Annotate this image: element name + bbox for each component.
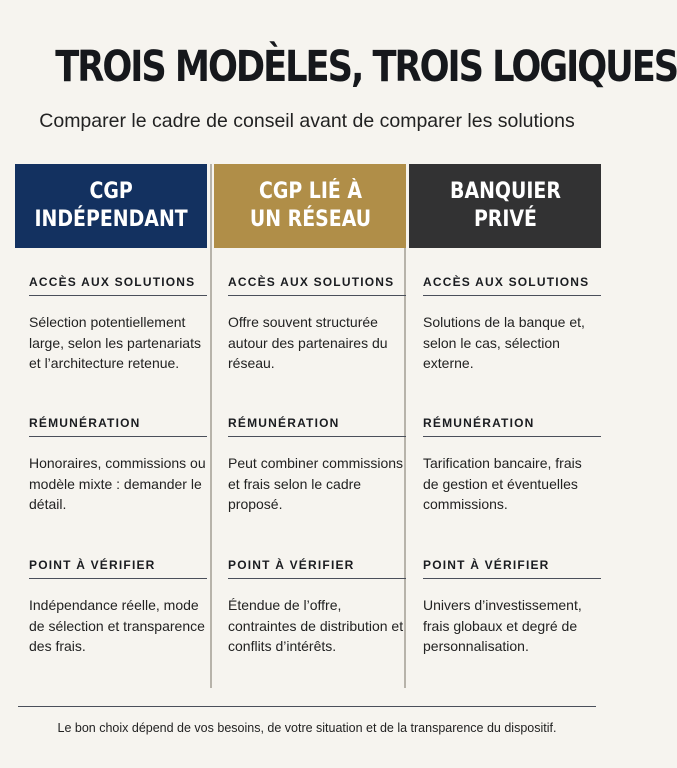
section-acces [29, 275, 207, 374]
section-label: ACCÈS AUX SOLUTIONS [29, 275, 207, 296]
section-text: Tarification bancaire, frais de gestion et éventuelles commissions. [423, 455, 582, 512]
section-label: POINT À VÉRIFIER [423, 558, 601, 579]
section-text: Offre souvent structurée autour des partenaires du réseau. [228, 314, 388, 371]
section-label: RÉMUNÉRATION [29, 416, 207, 437]
section-label: ACCÈS AUX SOLUTIONS [423, 275, 601, 296]
section-text: Honoraires, commissions ou modèle mixte : demander le détail. [29, 455, 206, 512]
section-label: POINT À VÉRIFIER [29, 558, 207, 579]
column-banquier-prive [409, 164, 601, 654]
footer-divider [18, 706, 596, 707]
section-text: Sélection potentiellement large, selon les partenariats et l’architecture retenue. [29, 314, 201, 371]
column-cgp-reseau [214, 164, 406, 654]
column-header-line2: UN RÉSEAU [249, 207, 371, 232]
section-point-verifier [228, 558, 406, 657]
page-title: TROIS MODÈLES, TROIS LOGIQUES [55, 42, 677, 92]
section-text: Étendue de l’offre, contraintes de distribution et conflits d’intérêts. [228, 597, 404, 654]
column-header-line1: CGP LIÉ À [258, 179, 362, 205]
section-label: RÉMUNÉRATION [423, 416, 601, 437]
column-header-line2: PRIVÉ [473, 207, 537, 232]
section-remuneration [228, 416, 406, 515]
footer-note: Le bon choix dépend de vos besoins, de votre situation et de la transparence du dispositif. [57, 721, 557, 735]
section-text: Indépendance réelle, mode de sélection et transparence des frais. [29, 597, 205, 654]
section-text: Univers d’investissement, frais globaux et degré de personnalisation. [423, 597, 582, 654]
section-label: POINT À VÉRIFIER [228, 558, 406, 579]
column-header-line1: CGP [89, 179, 133, 205]
column-header [409, 164, 601, 248]
column-header [15, 164, 207, 248]
column-header-line1: BANQUIER [449, 179, 561, 205]
section-text: Peut combiner commissions et frais selon le cadre proposé. [228, 455, 404, 512]
section-label: RÉMUNÉRATION [228, 416, 406, 437]
column-cgp-independant [15, 164, 207, 654]
page-subtitle: Comparer le cadre de conseil avant de comparer les solutions [39, 110, 575, 132]
section-remuneration [423, 416, 601, 515]
section-remuneration [29, 416, 207, 515]
column-header [214, 164, 406, 248]
column-divider [210, 164, 212, 688]
section-text: Solutions de la banque et, selon le cas, sélection externe. [423, 314, 585, 371]
section-point-verifier [29, 558, 207, 657]
section-label: ACCÈS AUX SOLUTIONS [228, 275, 406, 296]
column-header-line2: INDÉPENDANT [34, 207, 188, 232]
section-acces [228, 275, 406, 374]
section-point-verifier [423, 558, 601, 657]
section-acces [423, 275, 601, 374]
